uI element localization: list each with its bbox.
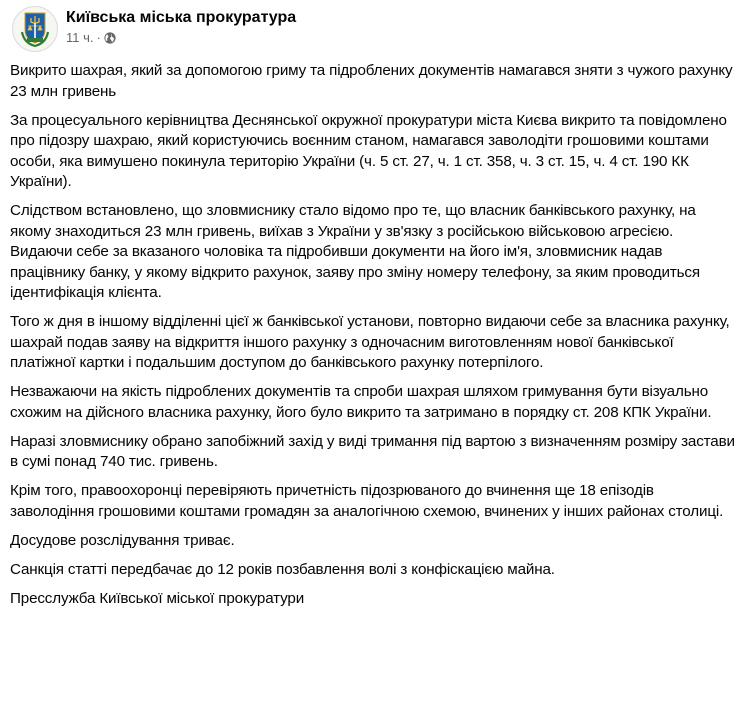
post-signature: Пресслужба Київської міської прокуратури xyxy=(10,589,305,607)
post-paragraph: Слідством встановлено, що зловмиснику стало відомо про те, що власник банківського рахунку, на якому знаходиться 23 млн гривень, виїхав з України у зв'язку з російською військовою агресією. Видаючи себе за вказаного чоловіка та підробивши документи на його ім'я, зловмисник надав працівнику банку, у якому відкрито рахунок, заяву про зміну номеру телефону, за яким проводиться ідентифікація клієнта. xyxy=(10,202,700,301)
post-paragraph: Крім того, правоохоронці перевіряють причетність підозрюваного до вчинення ще 18 епізодів заволодіння грошовими коштами громадян за аналогічною схемою, вчинених у інших районах столиці. xyxy=(10,482,724,520)
avatar[interactable] xyxy=(12,6,58,52)
post-timestamp[interactable]: 11 ч. xyxy=(66,30,94,45)
post-header xyxy=(12,6,296,52)
post-paragraph: Санкція статті передбачає до 12 років позбавлення волі з конфіскацією майна. xyxy=(10,560,555,578)
meta-separator: · xyxy=(96,30,101,45)
post-paragraph: Досудове розслідування триває. xyxy=(10,531,235,549)
post-paragraph: Того ж дня в іншому відділенні цієї ж банківської установи, повторно видаючи себе за власника рахунку, шахрай подав заяву на відкриття іншого рахунку з одночасним виготовленням нової банківської платіжної картки і подальшим доступом до банківського рахунку потерпілого. xyxy=(10,313,730,371)
page-name-link[interactable]: Київська міська прокуратура xyxy=(66,9,297,26)
post-paragraph: Наразі зловмиснику обрано запобіжний захід у виді тримання під вартою з визначенням розміру застави в сумі понад 740 тис. гривень. xyxy=(10,432,735,470)
post-body xyxy=(10,61,735,618)
post-paragraph: За процесуального керівництва Деснянської окружної прокуратури міста Києва викрито та повідомлено про підозру шахраю, який користуючись воєнним станом, намагався заволодіти грошовими коштами особи, яка вимушено покинула територію України (ч. 5 ст. 27, ч. 1 ст. 358, ч. 3 ст. 15, ч. 4 ст. 190 КК України). xyxy=(10,111,727,190)
prosecutor-emblem-icon xyxy=(18,10,52,48)
post-meta xyxy=(66,30,296,46)
post-paragraph: Незважаючи на якість підроблених документів та спроби шахрая шляхом гримування бути візуально схожим на дійсного власника рахунку, його було викрито та затримано в порядку ст. 208 КПК України. xyxy=(10,383,712,421)
post-headline: Викрито шахрая, який за допомогою гриму та підроблених документів намагався зняти з чужого рахунку 23 млн гривень xyxy=(10,62,733,100)
globe-icon[interactable] xyxy=(104,32,116,44)
